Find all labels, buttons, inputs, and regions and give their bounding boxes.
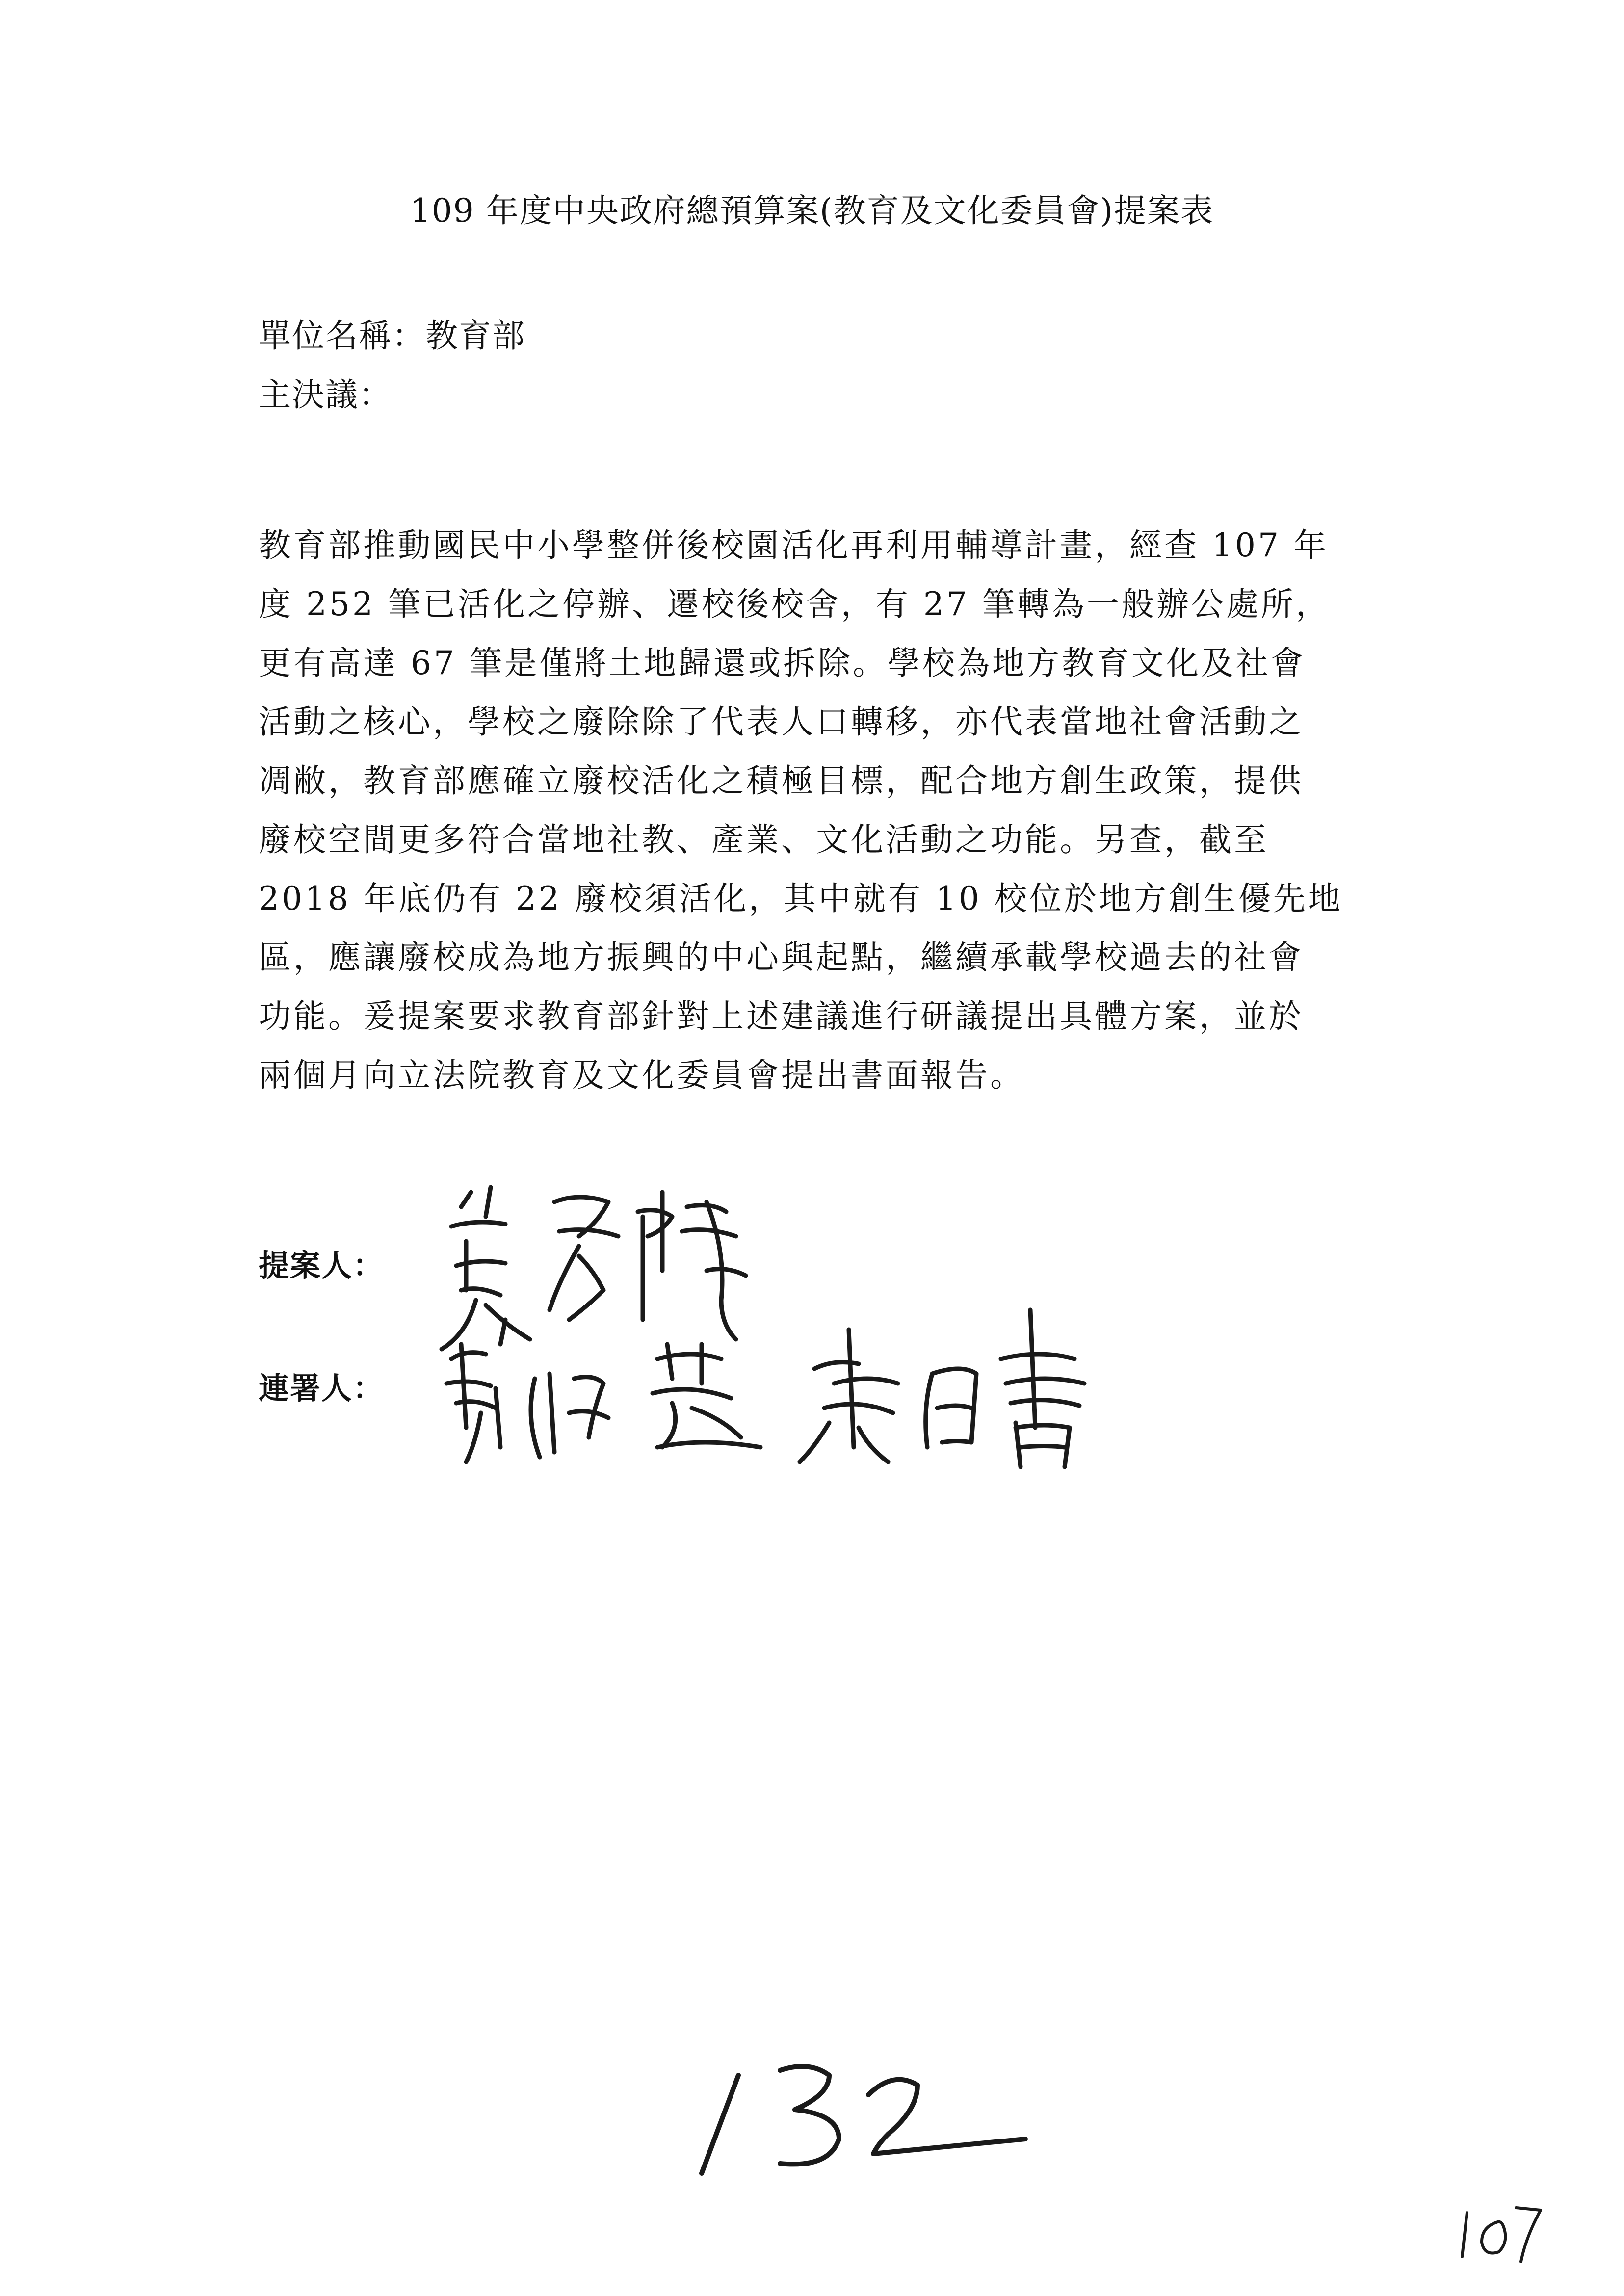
body-line: 兩個月向立法院教育及文化委員會提出書面報告。: [259, 1056, 1025, 1094]
main-resolution-label: 主決議：: [259, 376, 392, 414]
body-line: 教育部推動國民中小學整併後校園活化再利用輔導計畫，經查 107 年: [259, 526, 1329, 564]
body-line: 2018 年底仍有 22 廢校須活化，其中就有 10 校位於地方創生優先地: [259, 880, 1343, 917]
proposal-body: [259, 516, 1436, 1105]
handwritten-corner-number: [1452, 2193, 1550, 2267]
unit-name-line: 單位名稱：教育部: [259, 317, 525, 355]
page-title: 109 年度中央政府總預算案(教育及文化委員會)提案表: [410, 192, 1214, 230]
body-line: 凋敝，教育部應確立廢校活化之積極目標，配合地方創生政策，提供: [259, 762, 1304, 800]
handwritten-page-number: [682, 2041, 1035, 2188]
body-line: 更有高達 67 筆是僅將土地歸還或拆除。學校為地方教育文化及社會: [259, 644, 1306, 682]
body-line: 區，應讓廢校成為地方振興的中心與起點，繼續承載學校過去的社會: [259, 939, 1304, 976]
cosigner-label: 連署人：: [259, 1370, 385, 1406]
body-line: 活動之核心，學校之廢除除了代表人口轉移，亦代表當地社會活動之: [259, 703, 1304, 741]
cosigner-signatures: [427, 1300, 1128, 1487]
body-line: 廢校空間更多符合當地社教、產業、文化活動之功能。另查，截至: [259, 821, 1269, 859]
proposer-label: 提案人：: [259, 1248, 385, 1283]
body-line: 度 252 筆已活化之停辦、遷校後校舍，有 27 筆轉為一般辦公處所，: [259, 585, 1331, 623]
body-line: 功能。爰提案要求教育部針對上述建議進行研議提出具體方案，並於: [259, 997, 1304, 1035]
